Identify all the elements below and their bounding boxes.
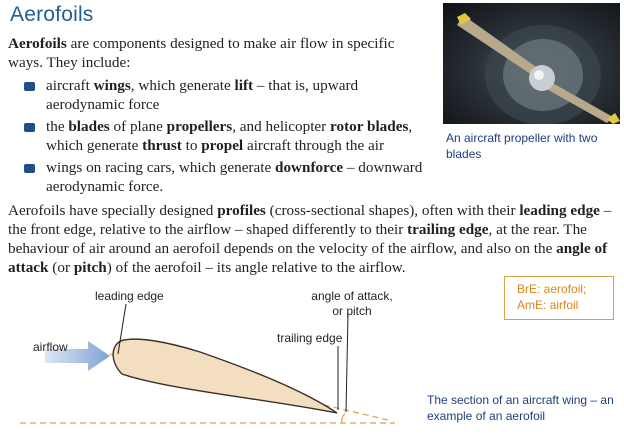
text-run: – downward aerodynamic force.: [46, 159, 423, 195]
ame-spelling: AmE: airfoil: [517, 298, 579, 312]
text-run: – that is, upward aerodynamic force: [46, 77, 359, 113]
page-title: Aerofoils: [10, 3, 94, 26]
text-run: – the front edge, relative to the airflow – shaped differently to their: [8, 202, 612, 238]
text-run: to: [181, 136, 202, 154]
key-term: rotor blades: [330, 118, 409, 135]
intro-term: Aerofoils: [8, 35, 67, 52]
text-run: Aerofoils have specially designed: [8, 202, 218, 219]
angle-label-line2: or pitch: [332, 304, 372, 318]
text-run: aircraft through the air: [243, 136, 384, 154]
body-paragraph: [8, 201, 620, 277]
airflow-label: airflow: [33, 340, 68, 354]
text-run: (or: [48, 259, 74, 276]
aerofoil-section: [113, 339, 337, 413]
key-term: blades: [68, 118, 110, 135]
bre-spelling: BrE: aerofoil;: [517, 282, 587, 296]
key-term: propellers: [166, 118, 233, 135]
list-item: [24, 159, 424, 196]
trailing-edge-label: trailing edge: [277, 331, 343, 345]
angle-label-line1: angle of attack,: [311, 289, 393, 303]
intro-body: are components designed to make air flow in specific ways. They include:: [8, 35, 395, 71]
text-run: aircraft: [46, 77, 94, 94]
diagram-caption: The section of an aircraft wing – an example of an aerofoil: [427, 393, 614, 423]
square-bullet-icon: [24, 82, 35, 91]
square-bullet-icon: [24, 123, 35, 132]
key-term: profiles: [217, 202, 266, 219]
propeller-photo: [443, 3, 620, 124]
key-term: pitch: [73, 259, 107, 276]
list-item-text: [46, 159, 422, 195]
key-term: trailing edge: [407, 221, 489, 238]
list-item: [24, 118, 424, 155]
list-item-text: [46, 77, 358, 113]
key-term: downforce: [275, 159, 344, 176]
angle-of-attack-label: [308, 289, 396, 319]
list-item-text: [46, 118, 412, 154]
text-run: of plane: [109, 118, 167, 135]
text-run: , at the rear. The behaviour of air around an aerofoil depends on the velocity of the airflow, and also on the: [8, 221, 587, 257]
leading-edge-label: leading edge: [95, 289, 164, 303]
photo-caption: An aircraft propeller with two blades: [446, 131, 598, 161]
text-run: , and helicopter: [232, 118, 331, 135]
angle-of-attack-pointer: [346, 314, 348, 412]
key-term: angle of attack: [8, 240, 608, 276]
spelling-variant-box: [504, 276, 614, 320]
key-term: thrust: [142, 136, 182, 154]
intro-text: [8, 34, 418, 72]
key-term: leading edge: [519, 202, 600, 219]
text-run: wings on racing cars, which generate: [46, 159, 275, 176]
text-run: the: [46, 118, 69, 135]
text-run: ) of the aerofoil – its angle relative to the airflow.: [106, 259, 406, 276]
body-paragraph-text: [8, 202, 611, 276]
square-bullet-icon: [24, 164, 35, 173]
propeller-image: [443, 3, 620, 124]
angle-arc: [342, 413, 345, 423]
list-item: [24, 77, 424, 114]
examples-list: [24, 77, 424, 200]
key-term: lift: [234, 77, 254, 94]
text-run: (cross-sectional shapes), often with their: [265, 202, 520, 219]
key-term: propel: [201, 136, 244, 154]
text-run: , which generate: [130, 77, 235, 94]
text-run: , which generate: [46, 118, 413, 154]
key-term: wings: [93, 77, 131, 94]
